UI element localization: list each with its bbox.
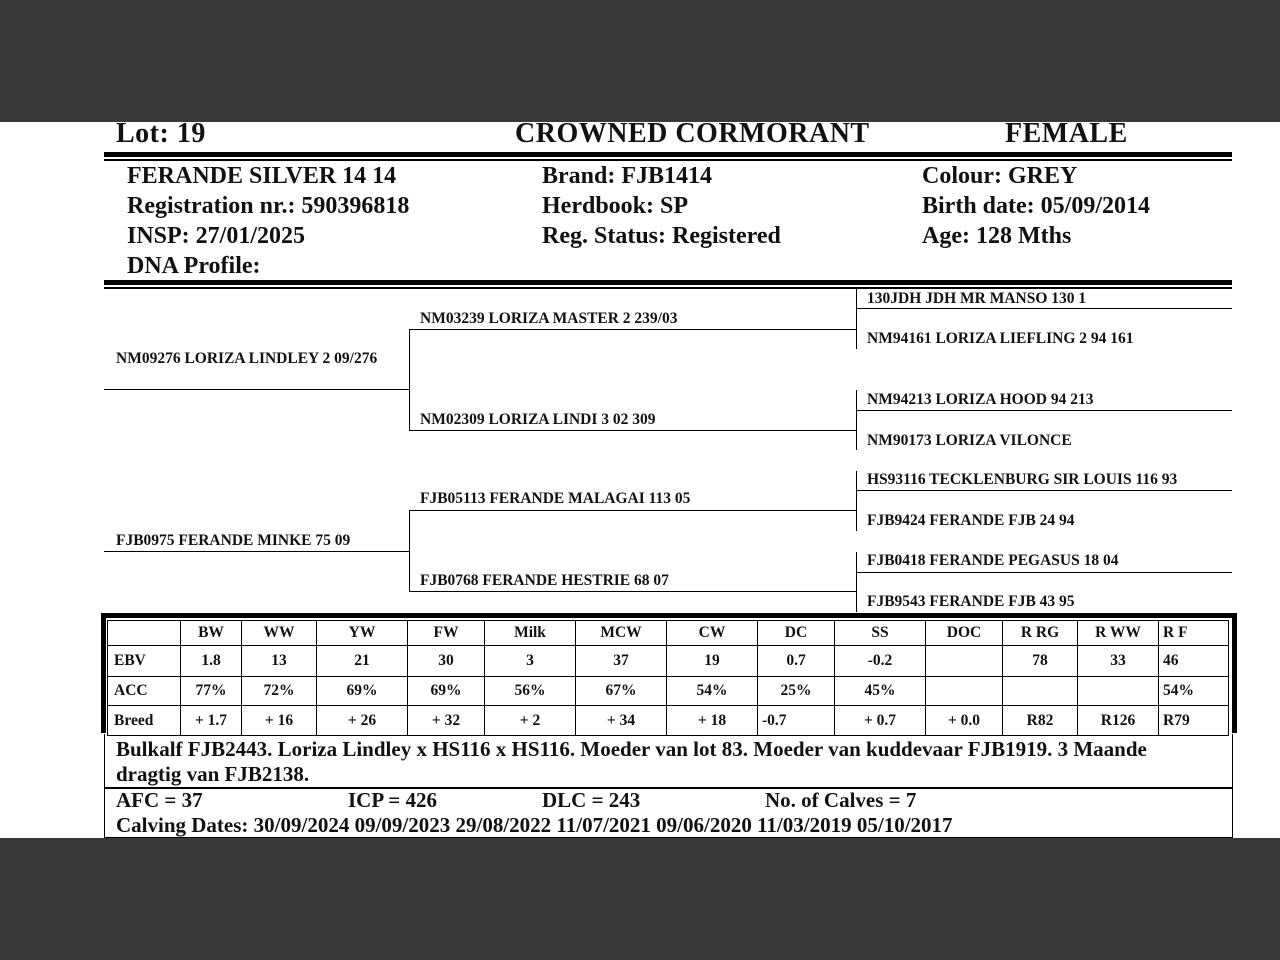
sire-sire-line	[409, 329, 856, 330]
gg-8: FJB9543 FERANDE FJB 43 95	[867, 593, 1075, 610]
dlc: DLC = 243	[542, 788, 641, 812]
sire-bracket	[409, 329, 410, 430]
acc-cell: 54%	[1159, 677, 1229, 706]
row-label: ACC	[108, 677, 181, 706]
breed-cell: + 2	[485, 706, 576, 736]
ebv-header-cell: Milk	[485, 621, 576, 646]
ebv-cell: 19	[667, 646, 758, 677]
ebv-header-cell: YW	[317, 621, 408, 646]
acc-cell: 54%	[667, 677, 758, 706]
breed-cell: + 34	[576, 706, 667, 736]
info-rule-thin	[104, 287, 1232, 289]
gg-bracket-2	[856, 390, 857, 450]
breed-cell: + 1.7	[181, 706, 242, 736]
dna-profile: DNA Profile:	[127, 253, 261, 279]
acc-cell	[1078, 677, 1159, 706]
ebv-header-cell: SS	[835, 621, 926, 646]
notes-box	[104, 734, 1233, 788]
sire-line	[104, 389, 410, 390]
acc-cell: 69%	[408, 677, 485, 706]
acc-cell: 45%	[835, 677, 926, 706]
acc-cell: 77%	[181, 677, 242, 706]
lot-number: Lot: 19	[116, 122, 206, 149]
dam-sire: FJB05113 FERANDE MALAGAI 113 05	[420, 490, 691, 507]
ebv-header-cell: DOC	[926, 621, 1003, 646]
ebv-header-cell: R RG	[1003, 621, 1078, 646]
breed-cell: + 32	[408, 706, 485, 736]
dam-dam: FJB0768 FERANDE HESTRIE 68 07	[420, 572, 669, 589]
ebv-header-cell	[108, 621, 181, 646]
breed-row	[108, 706, 1229, 736]
breed-cell: R82	[1003, 706, 1078, 736]
ebv-cell: 13	[242, 646, 317, 677]
ebv-cell: 33	[1078, 646, 1159, 677]
gg-1: 130JDH JDH MR MANSO 130 1	[867, 290, 1087, 307]
ebv-header-row	[108, 621, 1229, 646]
breed-cell: + 16	[242, 706, 317, 736]
ebv-cell: 0.7	[758, 646, 835, 677]
notes-line-2: dragtig van FJB2138.	[116, 762, 310, 786]
breed-cell: + 18	[667, 706, 758, 736]
gg-1-line	[856, 308, 1232, 309]
ebv-row	[108, 646, 1229, 677]
insp-date: INSP: 27/01/2025	[127, 223, 306, 249]
registration-status: Reg. Status: Registered	[542, 223, 781, 249]
breed-cell: + 0.0	[926, 706, 1003, 736]
gg-5-line	[856, 490, 1232, 491]
birth-date: Birth date: 05/09/2014	[922, 193, 1150, 219]
ebv-header-cell: FW	[408, 621, 485, 646]
animal-name: FERANDE SILVER 14 14	[127, 163, 397, 189]
acc-cell: 56%	[485, 677, 576, 706]
ebv-cell: 46	[1159, 646, 1229, 677]
ebv-cell: 30	[408, 646, 485, 677]
icp: ICP = 426	[348, 788, 437, 812]
afc: AFC = 37	[116, 788, 203, 812]
gg-4: NM90173 LORIZA VILONCE	[867, 432, 1072, 449]
gg-6: FJB9424 FERANDE FJB 24 94	[867, 512, 1075, 529]
gg-7: FJB0418 FERANDE PEGASUS 18 04	[867, 552, 1119, 569]
breed-cell: R126	[1078, 706, 1159, 736]
calving-dates: Calving Dates: 30/09/2024 09/09/2023 29/08/2022 11/07/2021 09/06/2020 11/03/2019 05/10/2017	[116, 813, 953, 837]
acc-cell: 69%	[317, 677, 408, 706]
dam-line	[104, 551, 410, 552]
info-rule-thick	[104, 280, 1232, 285]
top-dark-band	[0, 0, 1280, 122]
ebv-cell: -0.2	[835, 646, 926, 677]
ebv-header-cell: WW	[242, 621, 317, 646]
gg-3-line	[856, 410, 1232, 411]
notes-line-1: Bulkalf FJB2443. Loriza Lindley x HS116 x HS116. Moeder van lot 83. Moeder van kuddevaar FJB1919. 3 Maande	[116, 737, 1147, 761]
dam-sire-line	[409, 510, 856, 511]
acc-cell: 72%	[242, 677, 317, 706]
number-of-calves: No. of Calves = 7	[765, 788, 917, 812]
ebv-cell: 37	[576, 646, 667, 677]
ebv-cell: 78	[1003, 646, 1078, 677]
gg-3: NM94213 LORIZA HOOD 94 213	[867, 391, 1094, 408]
sire-dam-line	[409, 430, 856, 431]
gg-bracket-3	[856, 471, 857, 531]
dam-dam-line	[409, 591, 856, 592]
sire: NM09276 LORIZA LINDLEY 2 09/276	[116, 350, 378, 367]
ebv-header-cell: BW	[181, 621, 242, 646]
sire-dam: NM02309 LORIZA LINDI 3 02 309	[420, 411, 656, 428]
ebv-header-cell: MCW	[576, 621, 667, 646]
header-rule-thick	[104, 152, 1232, 157]
ebv-header-cell: DC	[758, 621, 835, 646]
breed-cell: R79	[1159, 706, 1229, 736]
ebv-cell: 1.8	[181, 646, 242, 677]
gg-bracket-4	[856, 552, 857, 612]
gg-bracket-1	[856, 289, 857, 349]
ebv-header-cell: R F	[1159, 621, 1229, 646]
brand: Brand: FJB1414	[542, 163, 713, 189]
age: Age: 128 Mths	[922, 223, 1072, 249]
ebv-cell: 21	[317, 646, 408, 677]
ebv-cell	[926, 646, 1003, 677]
dam-bracket	[409, 510, 410, 591]
sire-sire: NM03239 LORIZA MASTER 2 239/03	[420, 310, 678, 327]
dam: FJB0975 FERANDE MINKE 75 09	[116, 532, 351, 549]
ebv-header-cell: CW	[667, 621, 758, 646]
ebv-table	[107, 620, 1229, 736]
colour: Colour: GREY	[922, 163, 1078, 189]
acc-cell: 67%	[576, 677, 667, 706]
sex-label: FEMALE	[1005, 122, 1128, 149]
herdbook: Herdbook: SP	[542, 193, 689, 219]
row-label: EBV	[108, 646, 181, 677]
acc-row	[108, 677, 1229, 706]
gg-7-line	[856, 572, 1232, 573]
acc-cell: 25%	[758, 677, 835, 706]
breed-cell: + 0.7	[835, 706, 926, 736]
breed-cell: + 26	[317, 706, 408, 736]
ebv-header-cell: R WW	[1078, 621, 1159, 646]
ebv-cell: 3	[485, 646, 576, 677]
acc-cell	[926, 677, 1003, 706]
stats-box	[104, 787, 1233, 838]
gg-5: HS93116 TECKLENBURG SIR LOUIS 116 93	[867, 471, 1178, 488]
registration-number: Registration nr.: 590396818	[127, 193, 410, 219]
breed-title: CROWNED CORMORANT	[515, 122, 870, 149]
bottom-dark-band	[0, 838, 1280, 960]
breed-cell: -0.7	[758, 706, 835, 736]
row-label: Breed	[108, 706, 181, 736]
gg-2: NM94161 LORIZA LIEFLING 2 94 161	[867, 330, 1134, 347]
lot-sheet	[0, 122, 1280, 838]
acc-cell	[1003, 677, 1078, 706]
